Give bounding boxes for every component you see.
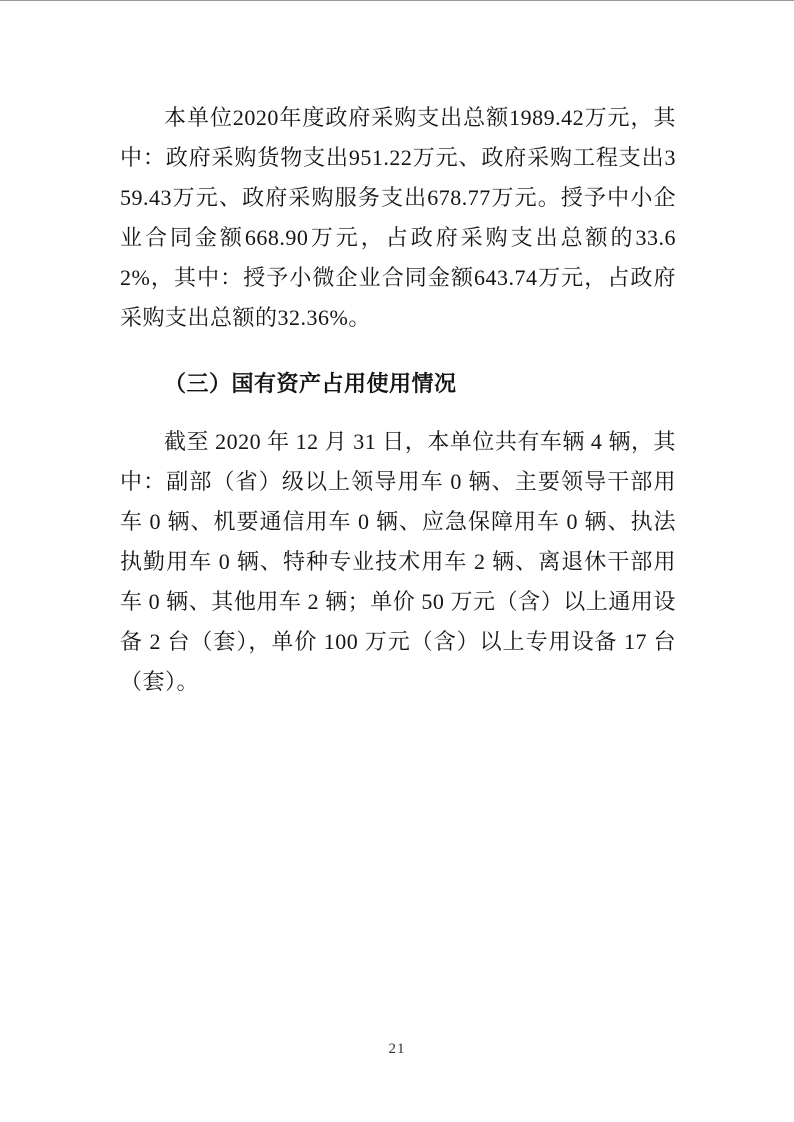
page-content — [120, 98, 676, 702]
section-heading-state-assets: （三）国有资产占用使用情况 — [164, 371, 457, 396]
paragraph-procurement-spending: 本单位2020年度政府采购支出总额1989.42万元，其中：政府采购货物支出951.22万元、政府采购工程支出359.43万元、政府采购服务支出678.77万元。授予中小企业合同金额668.90万元，占政府采购支出总额的33.62%，其中：授予小微企业合同金额643.74万元，占政府采购支出总额的32.36%。 — [120, 105, 676, 330]
page-number: 21 — [388, 1041, 406, 1057]
paragraph-asset-usage: 截至 2020 年 12 月 31 日，本单位共有车辆 4 辆，其中：副部（省）级以上领导用车 0 辆、主要领导干部用车 0 辆、机要通信用车 0 辆、应急保障用车 0 辆、执法执勤用车 0 辆、特种专业技术用车 2 辆、离退休干部用车 0 辆、其他用车 2 辆；单价 50 万元（含）以上通用设备 2 台（套），单价 100 万元（含）以上专用设备 17 台（套）。 — [120, 429, 676, 694]
